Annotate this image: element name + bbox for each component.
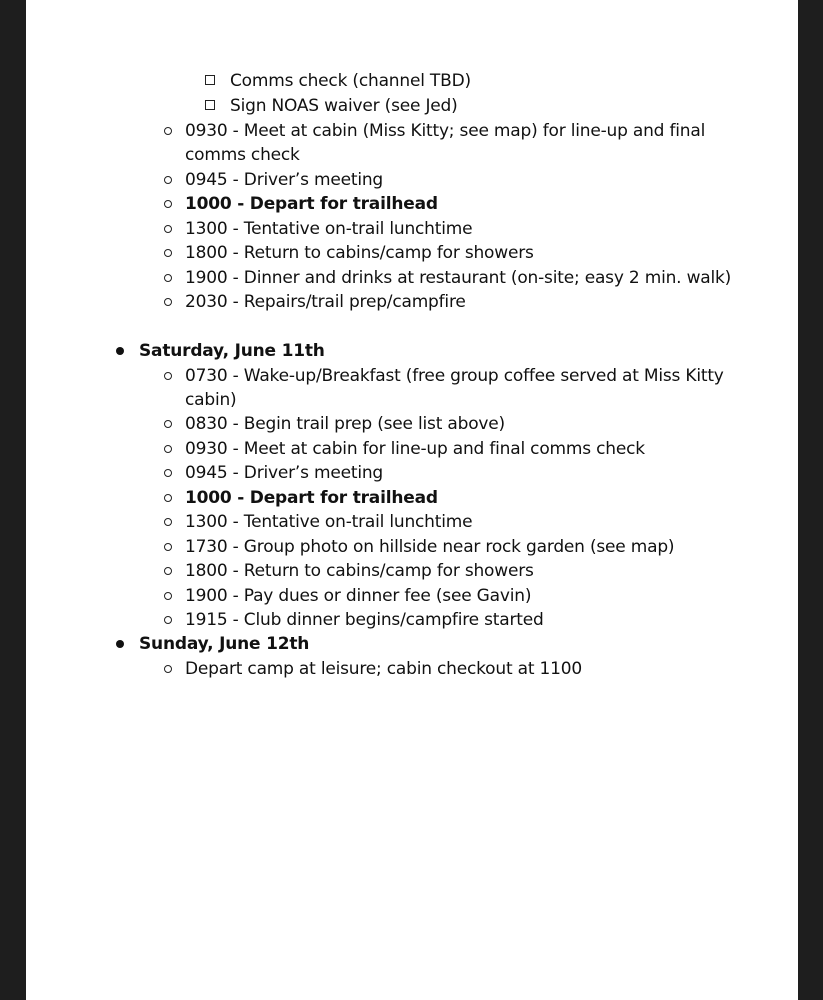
- schedule-item: 1800 - Return to cabins/camp for showers: [185, 243, 534, 263]
- bullet-icon: [116, 640, 124, 648]
- schedule-item: 0730 - Wake-up/Breakfast (free group coffee served at Miss Kitty: [185, 366, 724, 386]
- schedule-item-highlight: 1000 - Depart for trailhead: [185, 194, 438, 214]
- day-heading: Saturday, June 11th: [139, 341, 325, 361]
- hollow-bullet-icon: [164, 249, 172, 257]
- hollow-bullet-icon: [164, 274, 172, 282]
- checklist-item: Comms check (channel TBD): [230, 71, 471, 91]
- hollow-bullet-icon: [164, 592, 172, 600]
- schedule-item: 1900 - Dinner and drinks at restaurant (on-site; easy 2 min. walk): [185, 268, 732, 288]
- schedule-item: 1900 - Pay dues or dinner fee (see Gavin): [185, 586, 532, 606]
- schedule-item: 1300 - Tentative on-trail lunchtime: [185, 219, 473, 239]
- schedule-item: 2030 - Repairs/trail prep/campfire: [185, 292, 466, 312]
- checklist-item: Sign NOAS waiver (see Jed): [230, 96, 458, 116]
- schedule-item: 1915 - Club dinner begins/campfire started: [185, 610, 544, 630]
- day-heading: Sunday, June 12th: [139, 634, 310, 654]
- hollow-bullet-icon: [164, 445, 172, 453]
- schedule-item-highlight: 1000 - Depart for trailhead: [185, 488, 438, 508]
- hollow-bullet-icon: [164, 494, 172, 502]
- hollow-bullet-icon: [164, 567, 172, 575]
- schedule-item-continuation: cabin): [185, 390, 237, 410]
- hollow-bullet-icon: [164, 469, 172, 477]
- schedule-item: 0830 - Begin trail prep (see list above): [185, 414, 505, 434]
- hollow-bullet-icon: [164, 420, 172, 428]
- schedule-item-continuation: comms check: [185, 145, 300, 165]
- checkbox-icon[interactable]: [205, 100, 215, 110]
- hollow-bullet-icon: [164, 176, 172, 184]
- schedule-item: 1300 - Tentative on-trail lunchtime: [185, 512, 473, 532]
- hollow-bullet-icon: [164, 665, 172, 673]
- bullet-icon: [116, 347, 124, 355]
- hollow-bullet-icon: [164, 200, 172, 208]
- hollow-bullet-icon: [164, 543, 172, 551]
- hollow-bullet-icon: [164, 127, 172, 135]
- schedule-item: 0930 - Meet at cabin (Miss Kitty; see map) for line-up and final: [185, 121, 706, 141]
- hollow-bullet-icon: [164, 372, 172, 380]
- schedule-item: 1800 - Return to cabins/camp for showers: [185, 561, 534, 581]
- schedule-item: 0945 - Driver’s meeting: [185, 463, 384, 483]
- schedule-item: Depart camp at leisure; cabin checkout at 1100: [185, 659, 582, 679]
- document-page: [26, 0, 798, 1000]
- schedule-item: 1730 - Group photo on hillside near rock garden (see map): [185, 537, 675, 557]
- hollow-bullet-icon: [164, 616, 172, 624]
- hollow-bullet-icon: [164, 298, 172, 306]
- checkbox-icon[interactable]: [205, 75, 215, 85]
- hollow-bullet-icon: [164, 518, 172, 526]
- hollow-bullet-icon: [164, 225, 172, 233]
- schedule-item: 0930 - Meet at cabin for line-up and final comms check: [185, 439, 645, 459]
- schedule-item: 0945 - Driver’s meeting: [185, 170, 384, 190]
